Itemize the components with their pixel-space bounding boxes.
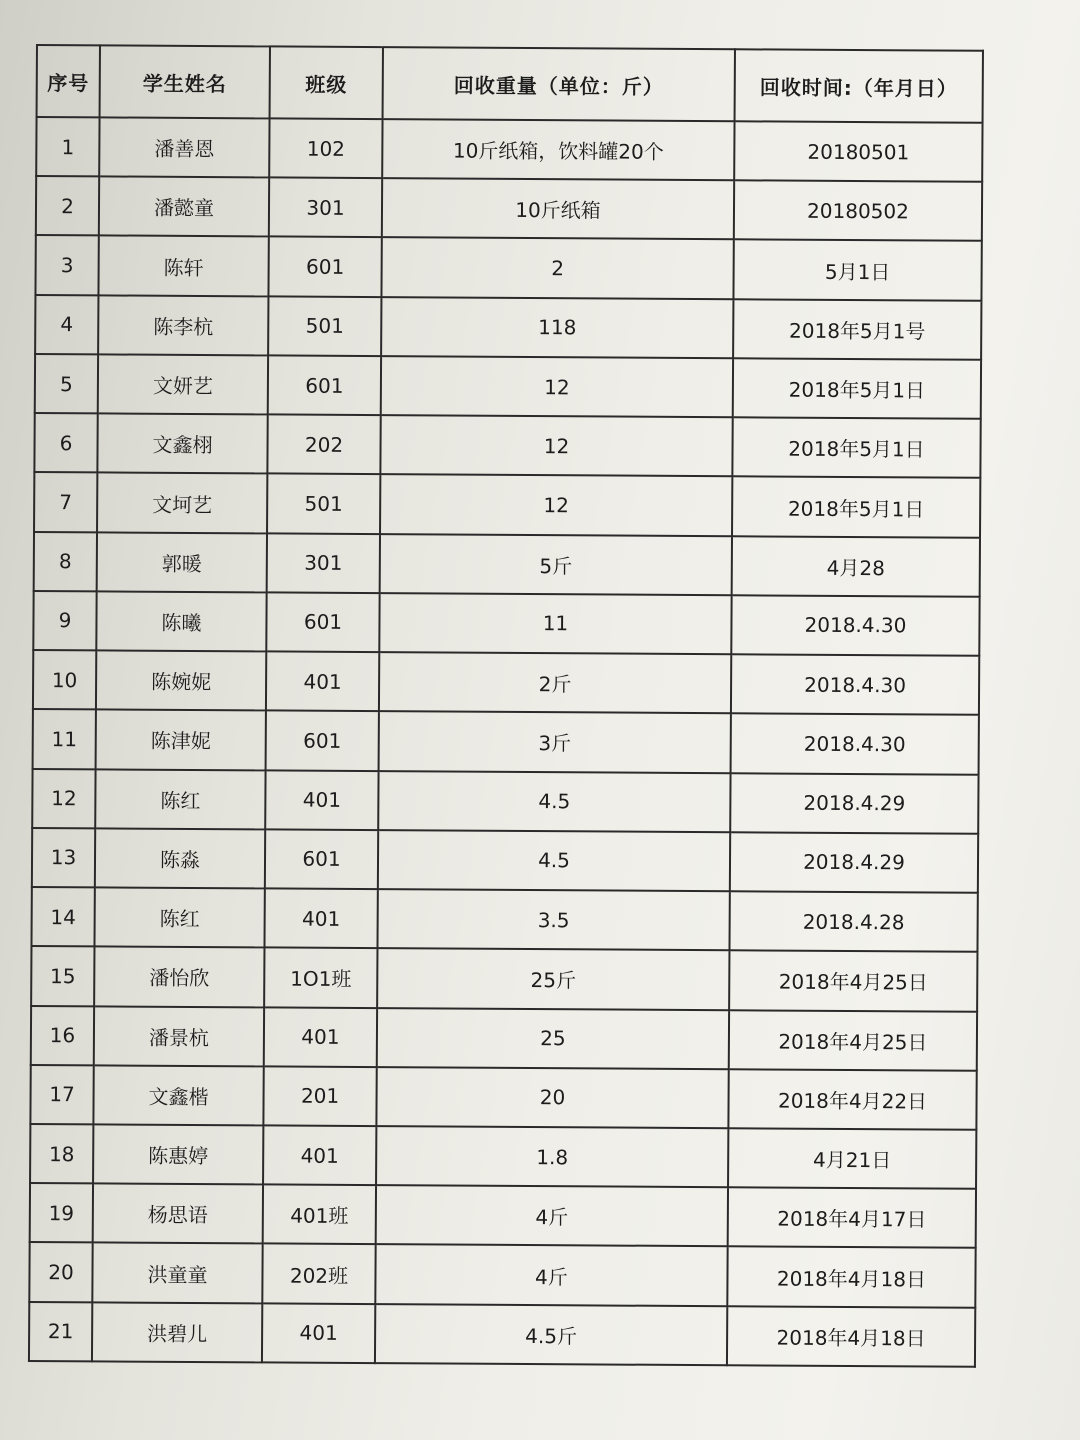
cell-recycle-date: 2018年4月25日 [729,1010,977,1071]
cell-recycled-weight: 12 [381,356,733,417]
cell-recycle-date: 2018.4.30 [731,654,979,715]
table-header [37,45,983,123]
table-row [29,1302,975,1367]
cell-student-name: 文妍艺 [98,354,268,414]
cell-recycle-date: 2018年4月17日 [728,1187,976,1248]
cell-recycle-date: 2018年4月25日 [729,951,977,1012]
cell-recycled-weight: 10斤纸箱 [382,178,734,239]
recycling-record-sheet [28,44,982,1368]
cell-class: 601 [268,237,381,297]
cell-recycled-weight: 12 [380,475,732,536]
cell-student-name: 潘怡欣 [94,947,264,1007]
cell-recycled-weight: 118 [381,297,733,358]
cell-recycle-date: 4月28 [732,536,980,597]
cell-student-name: 文鑫栩 [97,414,267,474]
header-row [37,45,983,123]
cell-recycled-weight: 3.5 [377,889,729,950]
cell-recycled-weight: 1.8 [376,1126,728,1187]
cell-serial-number: 10 [33,650,96,710]
cell-recycled-weight: 5斤 [380,534,732,595]
cell-class: 1O1班 [264,948,377,1008]
cell-class: 401 [266,652,379,712]
recycling-table [28,44,984,1368]
cell-recycled-weight: 12 [380,415,732,476]
cell-serial-number: 16 [31,1006,94,1066]
table-row [32,828,978,893]
table-row [33,650,979,715]
cell-class: 202班 [262,1244,375,1304]
header-serial-number: 序号 [37,45,100,117]
cell-serial-number: 21 [29,1302,92,1362]
cell-student-name: 陈红 [95,769,265,829]
cell-recycled-weight: 20 [376,1067,728,1128]
cell-serial-number: 19 [30,1183,93,1243]
cell-class: 401 [264,1007,377,1067]
cell-recycle-date: 20180502 [734,181,982,242]
table-row [31,946,977,1011]
cell-recycled-weight: 4.5 [378,771,730,832]
cell-recycle-date: 4月21日 [728,1128,976,1189]
cell-serial-number: 6 [34,413,97,473]
cell-class: 501 [267,474,380,534]
cell-recycled-weight: 3斤 [379,711,731,772]
cell-class: 401 [265,770,378,830]
cell-serial-number: 17 [30,1065,93,1125]
cell-class: 401 [262,1303,375,1363]
cell-student-name: 陈惠婷 [93,1124,263,1184]
cell-class: 301 [269,178,382,238]
cell-serial-number: 2 [36,176,99,236]
cell-recycled-weight: 4.5斤 [375,1304,727,1365]
cell-serial-number: 9 [33,591,96,651]
cell-student-name: 文鑫楷 [93,1065,263,1125]
table-row [35,354,981,419]
table-row [35,235,981,300]
cell-recycle-date: 2018年5月1日 [732,417,980,478]
cell-serial-number: 1 [36,117,99,177]
cell-recycle-date: 2018年4月18日 [727,1247,975,1308]
cell-recycle-date: 2018年4月18日 [727,1306,975,1367]
cell-recycled-weight: 4.5 [378,830,730,891]
header-student-name: 学生姓名 [100,45,270,118]
table-row [30,1065,976,1130]
cell-serial-number: 7 [34,472,97,532]
cell-recycle-date: 2018.4.30 [731,714,979,775]
cell-recycle-date: 2018.4.29 [730,773,978,834]
cell-student-name: 陈津妮 [96,710,266,770]
table-row [33,709,979,774]
cell-student-name: 潘善恩 [99,117,269,177]
cell-class: 401 [264,888,377,948]
cell-student-name: 陈婉妮 [96,650,266,710]
cell-class: 501 [268,296,381,356]
header-recycle-date: 回收时间:（年月日） [735,49,983,123]
cell-serial-number: 12 [32,769,95,829]
cell-recycle-date: 2018.4.28 [729,891,977,952]
cell-class: 401班 [263,1185,376,1245]
cell-student-name: 陈李杭 [98,295,268,355]
cell-class: 202 [267,415,380,475]
cell-student-name: 杨思语 [93,1184,263,1244]
cell-student-name: 陈红 [94,887,264,947]
cell-recycled-weight: 25斤 [377,948,729,1009]
cell-serial-number: 18 [30,1124,93,1184]
cell-recycle-date: 5月1日 [733,240,981,301]
cell-student-name: 潘景杭 [94,1006,264,1066]
table-row [34,532,980,597]
cell-recycled-weight: 25 [377,1008,729,1069]
table-row [32,769,978,834]
table-row [31,887,977,952]
cell-recycled-weight: 10斤纸箱，饮料罐20个 [382,119,734,180]
cell-serial-number: 3 [35,235,98,295]
cell-serial-number: 4 [35,295,98,355]
cell-recycled-weight: 4斤 [376,1185,728,1246]
cell-serial-number: 15 [31,946,94,1006]
cell-student-name: 洪童童 [92,1243,262,1303]
table-row [30,1124,976,1189]
cell-student-name: 陈轩 [98,236,268,296]
cell-class: 401 [263,1125,376,1185]
cell-student-name: 文坷艺 [97,473,267,533]
cell-class: 601 [266,592,379,652]
cell-recycled-weight: 2斤 [379,652,731,713]
table-row [30,1183,976,1248]
cell-recycle-date: 2018年5月1号 [733,299,981,360]
cell-serial-number: 5 [35,354,98,414]
table-row [36,176,982,241]
table-row [34,413,980,478]
cell-class: 201 [263,1066,376,1126]
cell-class: 601 [265,829,378,889]
cell-student-name: 郭暖 [97,532,267,592]
cell-recycle-date: 2018.4.29 [730,832,978,893]
cell-student-name: 潘懿童 [99,177,269,237]
cell-class: 601 [266,711,379,771]
cell-class: 301 [267,533,380,593]
cell-class: 102 [269,118,382,178]
table-row [29,1242,975,1307]
table-row [33,591,979,656]
cell-student-name: 陈淼 [95,828,265,888]
cell-recycle-date: 20180501 [734,121,982,182]
cell-student-name: 洪碧儿 [92,1302,262,1362]
table-row [31,1006,977,1071]
cell-serial-number: 11 [33,709,96,769]
table-row [34,472,980,537]
header-recycled-weight: 回收重量（单位：斤） [383,47,735,121]
header-class: 班级 [270,46,383,119]
cell-serial-number: 13 [32,828,95,888]
cell-class: 601 [268,355,381,415]
table-body [29,117,983,1367]
cell-serial-number: 14 [31,887,94,947]
cell-serial-number: 20 [29,1242,92,1302]
cell-recycle-date: 2018年4月22日 [728,1069,976,1130]
cell-recycled-weight: 2 [381,238,733,299]
cell-serial-number: 8 [34,532,97,592]
cell-recycled-weight: 4斤 [375,1245,727,1306]
cell-recycled-weight: 11 [379,593,731,654]
table-row [35,295,981,360]
cell-recycle-date: 2018.4.30 [731,595,979,656]
table-row [36,117,982,182]
cell-student-name: 陈曦 [96,591,266,651]
cell-recycle-date: 2018年5月1日 [732,477,980,538]
cell-recycle-date: 2018年5月1日 [733,358,981,419]
